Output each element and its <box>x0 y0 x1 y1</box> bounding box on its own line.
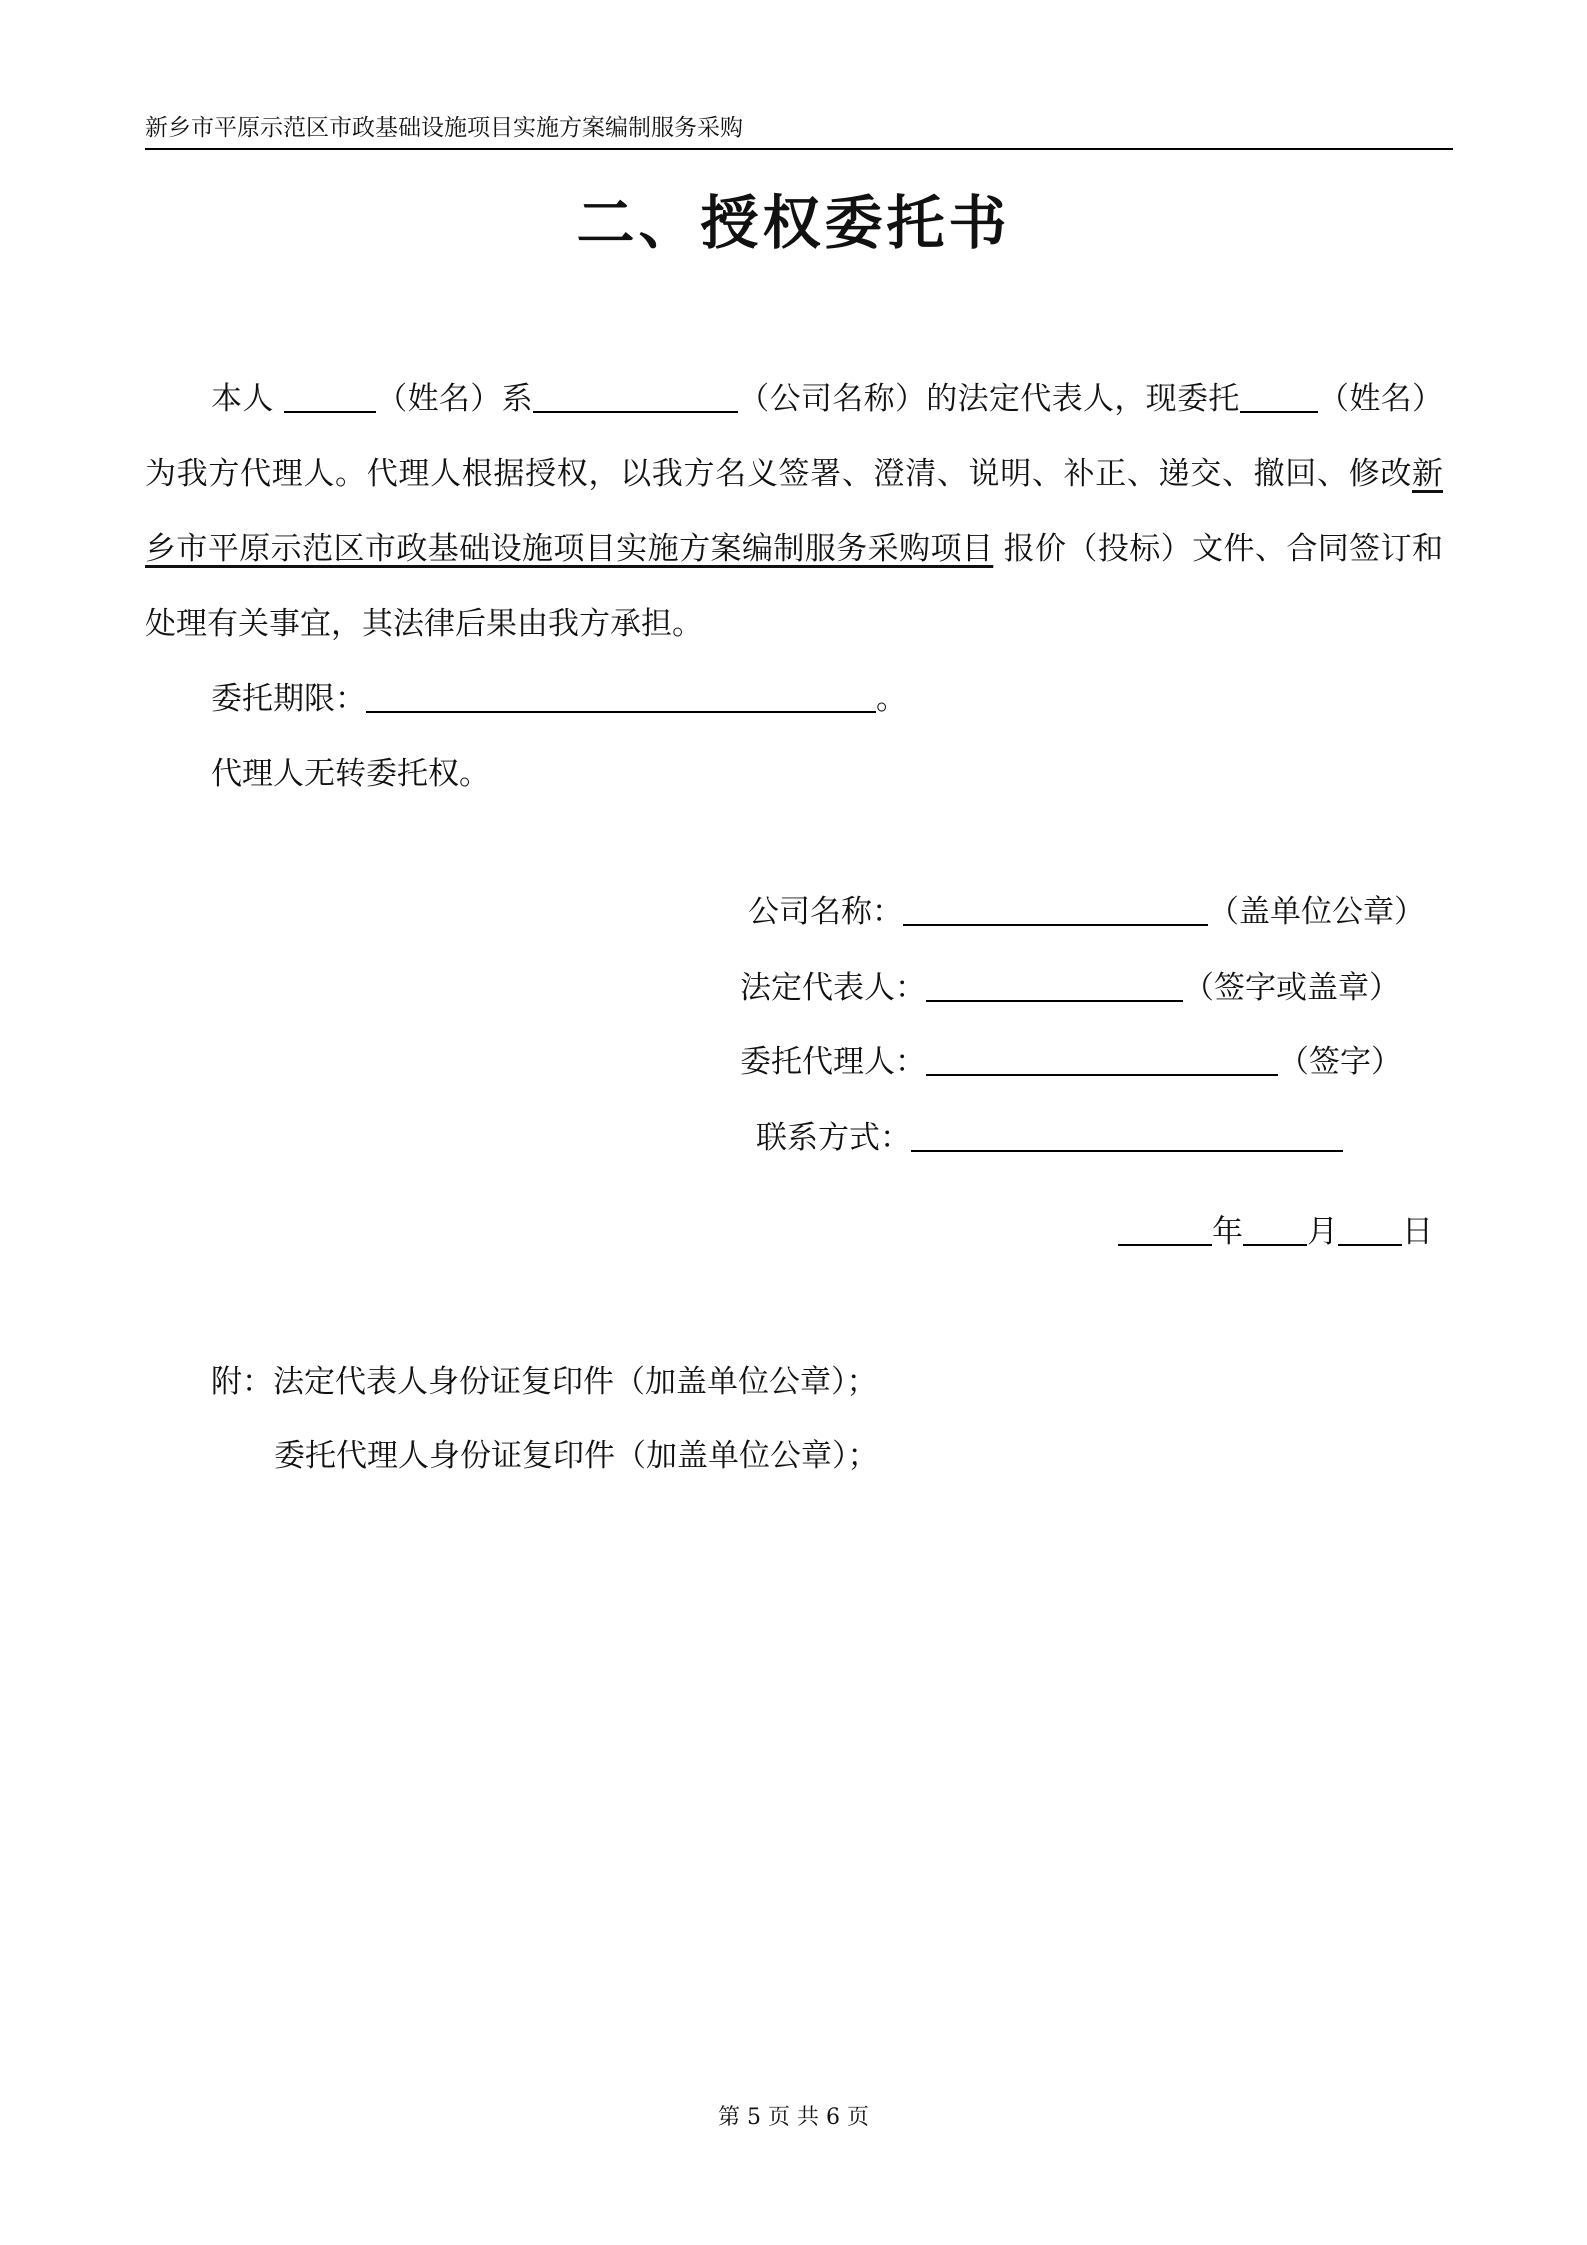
agent-label: 委托代理人： <box>740 1044 926 1080</box>
company-note: （盖单位公章） <box>1208 894 1425 930</box>
contact-label: 联系方式： <box>756 1120 911 1156</box>
year-label: 年 <box>1212 1214 1243 1250</box>
p1-text-c: （公司名称）的法定代表人，现委托 <box>737 381 1240 417</box>
principal-name-blank[interactable] <box>284 381 376 413</box>
page-footer: 第 5 页 共 6 页 <box>718 2105 869 2130</box>
agent-note: （签字） <box>1278 1044 1402 1080</box>
agent-sign-blank[interactable] <box>926 1044 1278 1076</box>
legal-rep-sign-blank[interactable] <box>926 970 1183 1002</box>
agent-sign-line <box>740 1042 1402 1082</box>
attachment-line-2: 委托代理人身份证复印件（加盖单位公章）； <box>274 1438 879 1474</box>
day-label: 日 <box>1402 1214 1433 1250</box>
p1-text-e: 报价（投标）文件、合同签订和处理有关事宜，其法律后果由我方承担。 <box>145 531 1444 642</box>
p1-text-a: 本人 <box>211 381 274 417</box>
legal-rep-sign-line <box>740 968 1400 1008</box>
day-blank[interactable] <box>1338 1214 1402 1246</box>
term-line <box>145 662 1443 737</box>
term-end: 。 <box>876 681 907 717</box>
term-blank[interactable] <box>366 681 876 713</box>
agent-name-blank[interactable] <box>1240 381 1318 413</box>
company-sign-blank[interactable] <box>903 894 1208 926</box>
p1-text-d: （姓名）为我方代理人。代理人根据授权，以我方名义签署、澄清、说明、补正、递交、撤回、修改 <box>145 381 1444 492</box>
contact-line <box>756 1118 1343 1158</box>
document-title: 二、授权委托书 <box>576 189 1011 257</box>
term-label: 委托期限： <box>211 681 366 717</box>
attachment-line-1: 附：法定代表人身份证复印件（加盖单位公章）； <box>211 1364 878 1400</box>
no-subdelegation: 代理人无转委托权。 <box>211 756 490 792</box>
page-header: 新乡市平原示范区市政基础设施项目实施方案编制服务采购 <box>145 112 1453 150</box>
company-name-blank[interactable] <box>533 381 738 413</box>
legal-rep-label: 法定代表人： <box>740 970 926 1006</box>
company-sign-line <box>748 892 1425 932</box>
project-name: 新乡市平原示范区市政基础设施项目实施方案编制服务采购项目 <box>145 456 1443 567</box>
month-label: 月 <box>1307 1214 1338 1250</box>
legal-rep-note: （签字或盖章） <box>1183 970 1400 1006</box>
month-blank[interactable] <box>1243 1214 1307 1246</box>
year-blank[interactable] <box>1118 1214 1212 1246</box>
date-line <box>1118 1212 1433 1252</box>
authorization-body <box>145 362 1443 812</box>
p1-text-b: （姓名）系 <box>375 381 533 417</box>
contact-blank[interactable] <box>911 1120 1343 1152</box>
company-label: 公司名称： <box>748 894 903 930</box>
authorization-paragraph <box>145 362 1443 662</box>
